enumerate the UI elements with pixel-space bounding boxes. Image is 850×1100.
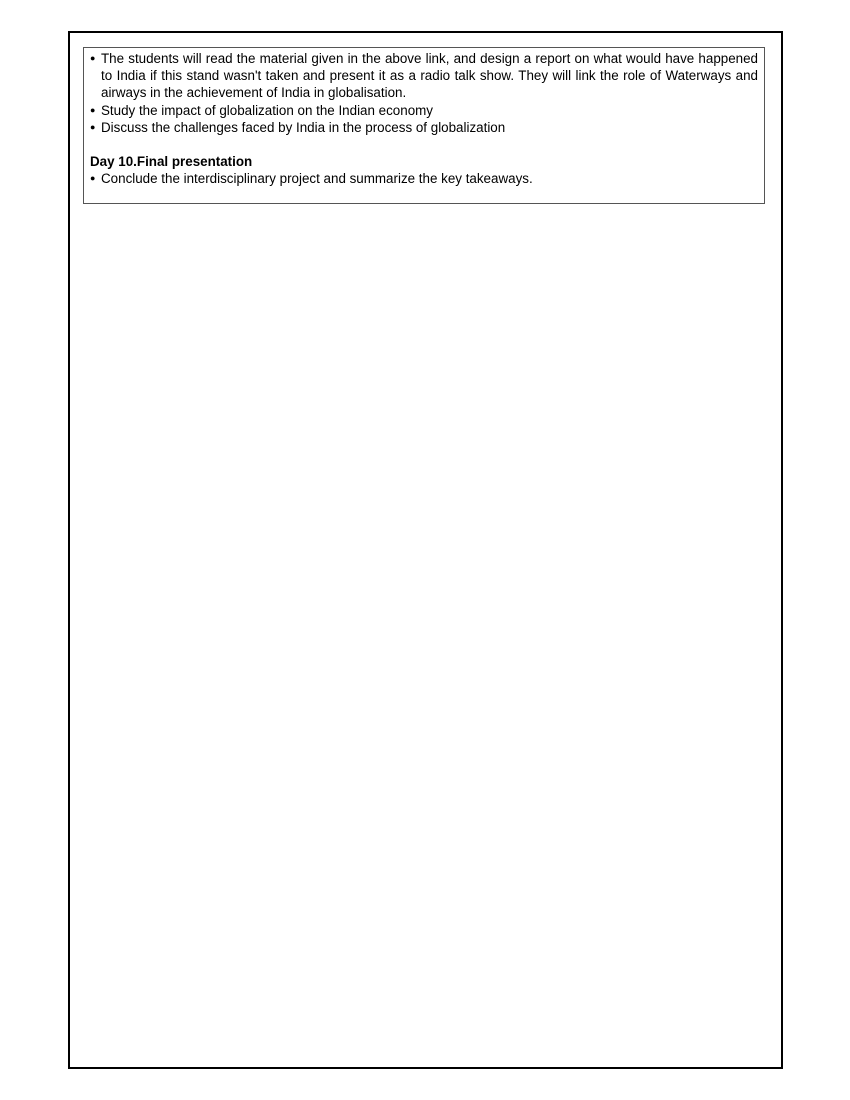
section-heading-day-10: Day 10.Final presentation — [90, 154, 253, 170]
list-item — [90, 170, 758, 187]
activity-list — [90, 50, 758, 136]
list-item — [90, 102, 758, 119]
content-box — [83, 47, 765, 204]
bullet-icon: ● — [90, 173, 96, 184]
day-10-list — [90, 170, 758, 187]
list-item-text: Conclude the interdisciplinary project and summarize the key takeaways. — [101, 171, 533, 187]
list-item — [90, 119, 758, 136]
list-item-text: The students will read the material given in the above link, and design a report on what would have happened to India if this stand wasn't taken and present it as a radio talk show. They will link the role of Waterways and airways in the achievement of India in globalisation. — [101, 51, 758, 101]
list-item-text: Study the impact of globalization on the Indian economy — [101, 102, 434, 118]
bullet-icon: ● — [90, 104, 96, 115]
bullet-icon: ● — [90, 121, 96, 132]
list-item — [90, 50, 758, 102]
list-item-text: Discuss the challenges faced by India in the process of globalization — [101, 119, 506, 135]
bullet-icon: ● — [90, 53, 96, 63]
